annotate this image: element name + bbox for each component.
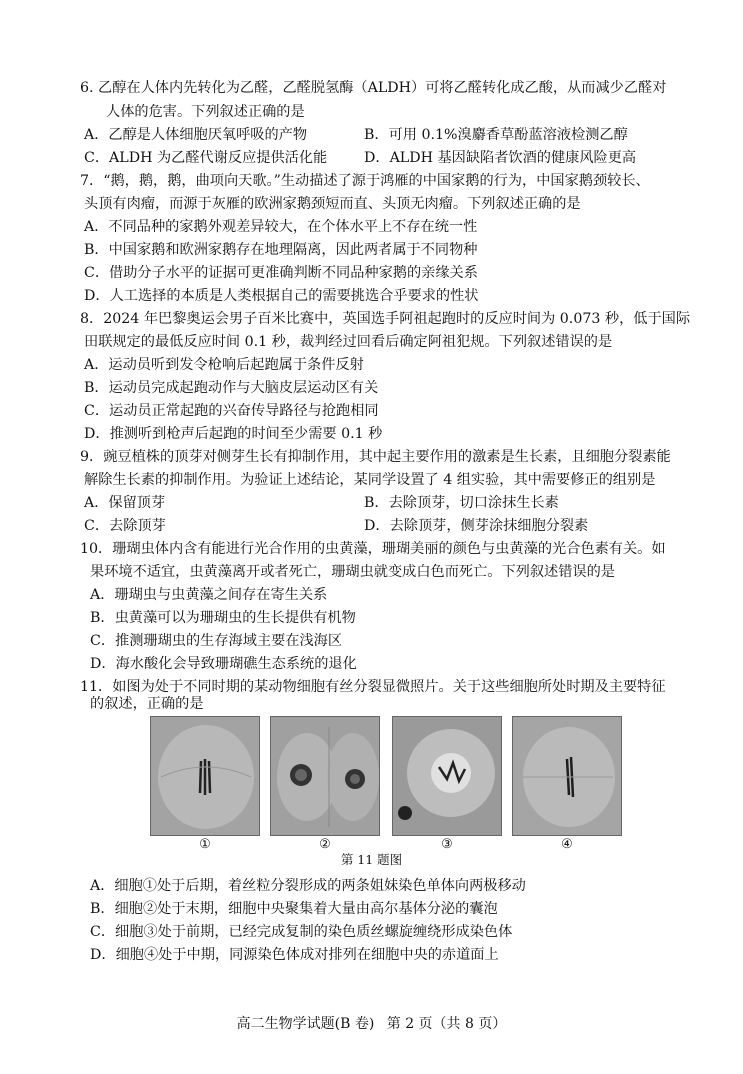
figure-label-1: ①	[199, 837, 211, 852]
q7-stem-line1: 7．“鹅，鹅，鹅，曲项向天歌。”生动描述了源于鸿雁的中国家鹅的行为，中国家鹅颈较长、	[80, 173, 650, 189]
q10-stem-line1: 10．珊瑚虫体内含有能进行光合作用的虫黄藻，珊瑚美丽的颜色与虫黄藻的光合色素有关。如	[80, 541, 666, 557]
q8-option-d: D．推测听到枪声后起跑的时间至少需要 0.1 秒	[84, 426, 383, 442]
micrograph-cell-4	[512, 716, 622, 836]
q7-option-d: D．人工选择的本质是人类根据自己的需要挑选合乎要求的性状	[84, 288, 479, 304]
q8-option-b: B．运动员完成起跑动作与大脑皮层运动区有关	[84, 380, 379, 396]
q9-stem-line1: 9．豌豆植株的顶芽对侧芽生长有抑制作用，其中起主要作用的激素是生长素，且细胞分裂素能	[80, 449, 671, 465]
q10-option-a: A．珊瑚虫与虫黄藻之间存在寄生关系	[90, 587, 328, 603]
q7-option-b: B．中国家鹅和欧洲家鹅存在地理隔离，因此两者属于不同物种	[84, 242, 478, 258]
q11-option-c: C．细胞③处于前期，已经完成复制的染色质丝螺旋缠绕形成染色体	[90, 924, 513, 940]
micrograph-cell-2	[270, 716, 380, 836]
q11-stem-line1: 11．如图为处于不同时期的某动物细胞有丝分裂显微照片。关于这些细胞所处时期及主要特征	[80, 679, 666, 695]
q6-option-b: B．可用 0.1%溴麝香草酚蓝溶液检测乙醇	[364, 127, 628, 143]
q11-option-b: B．细胞②处于末期，细胞中央聚集着大量由高尔基体分泌的囊泡	[90, 901, 498, 917]
q6-option-c: C．ALDH 为乙醛代谢反应提供活化能	[84, 150, 328, 166]
q7-option-c: C．借助分子水平的证据可更准确判断不同品种家鹅的亲缘关系	[84, 265, 478, 281]
q9-option-c: C．去除顶芽	[84, 518, 166, 534]
q10-option-c: C．推测珊瑚虫的生存海域主要在浅海区	[90, 633, 343, 649]
q6-option-d: D．ALDH 基因缺陷者饮酒的健康风险更高	[364, 150, 637, 166]
q8-option-c: C．运动员正常起跑的兴奋传导路径与抢跑相同	[84, 403, 379, 419]
figure-caption: 第 11 题图	[340, 852, 403, 867]
figure-label-4: ④	[561, 837, 573, 852]
q9-option-b: B．去除顶芽，切口涂抹生长素	[364, 495, 559, 511]
q9-option-a: A．保留顶芽	[84, 495, 166, 511]
q6-stem-line2: 人体的危害。下列叙述正确的是	[106, 104, 305, 120]
q11-option-d: D．细胞④处于中期，同源染色体成对排列在细胞中央的赤道面上	[90, 947, 499, 963]
micrograph-cell-3	[392, 716, 502, 836]
q10-option-b: B．虫黄藻可以为珊瑚虫的生长提供有机物	[90, 610, 356, 626]
q7-option-a: A．不同品种的家鹅外观差异较大，在个体水平上不存在统一性	[84, 219, 478, 235]
q10-stem-line2: 果环境不适宜，虫黄藻离开或者死亡，珊瑚虫就变成白色而死亡。下列叙述错误的是	[90, 564, 615, 580]
q10-option-d: D．海水酸化会导致珊瑚礁生态系统的退化	[90, 656, 357, 672]
q11-option-a: A．细胞①处于后期，着丝粒分裂形成的两条姐妹染色单体向两极移动	[90, 878, 526, 894]
q6-stem-line1: 6. 乙醇在人体内先转化为乙醛，乙醛脱氢酶（ALDH）可将乙醛转化成乙酸，从而减少乙醛对	[80, 80, 667, 96]
q7-stem-line2: 头顶有肉瘤，而源于灰雁的欧洲家鹅颈短而直、头顶无肉瘤。下列叙述正确的是	[84, 196, 581, 212]
q8-stem-line2: 田联规定的最低反应时间 0.1 秒，裁判经过回看后确定阿祖犯规。下列叙述错误的是	[84, 334, 613, 350]
q9-option-d: D．去除顶芽，侧芽涂抹细胞分裂素	[364, 518, 589, 534]
q8-stem-line1: 8．2024 年巴黎奥运会男子百米比赛中，英国选手阿祖起跑时的反应时间为 0.073 秒，低于国际	[80, 311, 691, 327]
q8-option-a: A．运动员听到发令枪响后起跑属于条件反射	[84, 357, 364, 373]
footer-page-number: 第 2 页（共 8 页）	[386, 1016, 507, 1032]
figure-label-2: ②	[319, 837, 331, 852]
figure-label-3: ③	[441, 837, 453, 852]
q9-stem-line2: 解除生长素的抑制作用。为验证上述结论，某同学设置了 4 组实验，其中需要修正的组别是	[84, 472, 656, 488]
micrograph-cell-1	[150, 716, 260, 836]
q11-stem-line2: 的叙述，正确的是	[90, 696, 204, 712]
footer-title: 高二生物学试题(B 卷)	[236, 1016, 375, 1032]
q6-option-a: A．乙醇是人体细胞厌氧呼吸的产物	[84, 127, 308, 143]
page-footer	[0, 1014, 743, 1034]
